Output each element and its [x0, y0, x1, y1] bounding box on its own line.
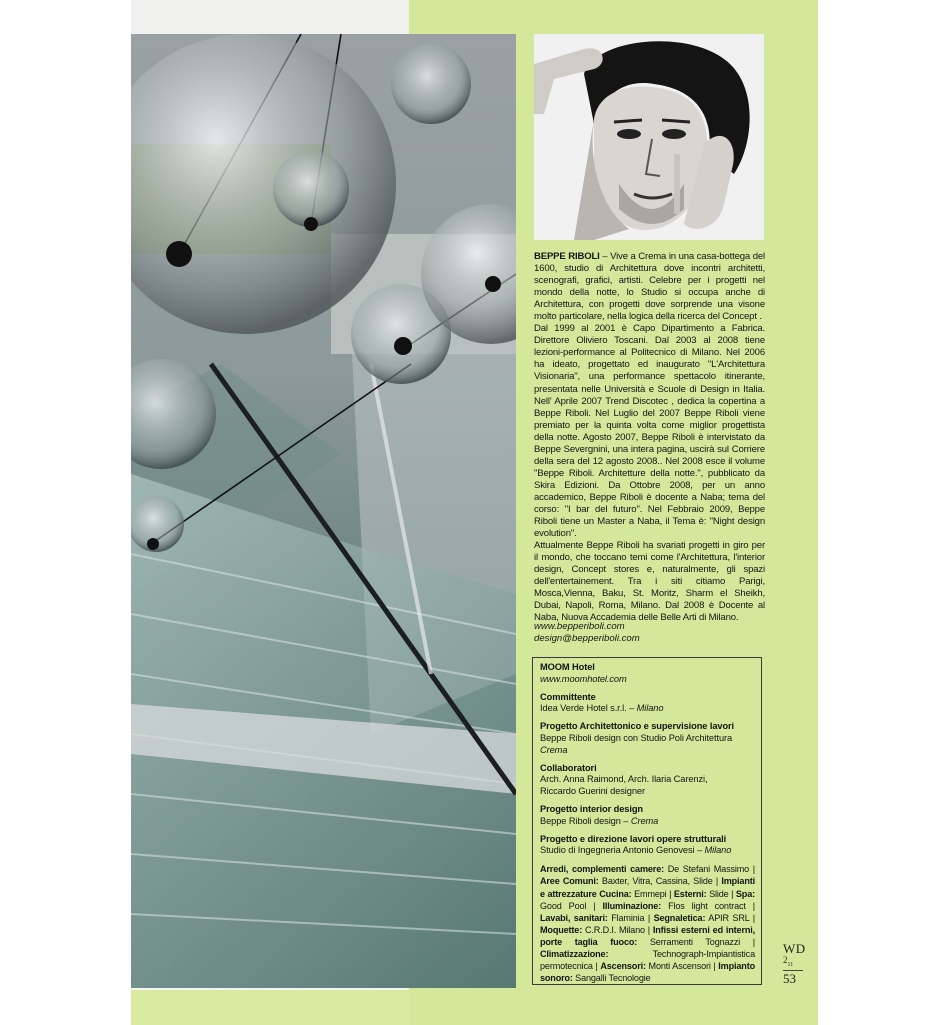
interior-design-label: Progetto interior design — [540, 803, 643, 814]
supplier-value: Flaminia | — [607, 912, 654, 923]
architectural-project-label: Progetto Architettonico e supervisione lavori — [540, 721, 735, 732]
green-footer-strip — [131, 990, 409, 1025]
supplier-value: Slide | — [706, 888, 736, 899]
supplier-value: APIR SRL | — [705, 912, 755, 923]
supplier-label: Arredi, complementi camere: — [540, 864, 664, 875]
supplier-value: Serramenti Tognazzi | — [637, 936, 756, 947]
project-credits-box — [532, 657, 762, 985]
issue-number: $2_{11}$ — [783, 956, 803, 971]
supplier-label: Ascensori: — [600, 961, 646, 972]
bio-intro-text: – Vive a Crema in una casa-bottega del 1600, studio di Architettura dove incontri architetti, scenografi, grafici, artisti. Celebre per i progetti nel mondo della notte, lo Studio si occupa anche di Architettura, con progetti dove sorprende una visone molto particolare, nella logica della ricerca del Concept . — [534, 251, 765, 323]
suppliers-list — [540, 863, 755, 984]
committente-city: Milano — [636, 703, 664, 714]
supplier-label: Spa: — [735, 888, 755, 899]
supplier-label: Impianti e attrezzature Cucina: — [540, 876, 755, 899]
page-number: 53 — [783, 970, 796, 986]
designer-name: BEPPE RIBOLI — [534, 251, 600, 262]
bio-career-paragraph: Dal 1999 al 2001 è Capo Dipartimento a Fabrica. Direttore Oliviero Toscani. Dal 2003 al 2008 tiene lezioni-performance al Politecnico di Milano. Nel 2006 ha ideato, progettato ed inaugurato "L'Architettura Visionaria", una performance spettacolo itinerante, presentata nelle Università e Scuole di Design in Italia. Nell' Aprile 2007 Trend Discotec , dedica la copertina a Beppe Riboli. Nel Luglio del 2007 Beppe Riboli viene premiato per la quinta volta come miglior progettista della notte. Agosto 2007, Beppe Riboli è intervistato da Beppe Severgnini, una intera pagina, uscirà sul Corriere della sera del 12 agosto 2008.. Nel 2008 esce il volume "Beppe Riboli. Architetture della notte.", pubblicato da Skira Edizioni. Da Ottobre 2008, per un anno accademico, Beppe Riboli è docente a Naba; tema del corso: "I bar del futuro". Nel Febbraio 2009, Beppe Riboli tiene un Master a Naba, il Tema è: "Night design evolution". — [534, 323, 765, 540]
contact-links — [534, 621, 765, 645]
supplier-value: Monti Ascensori | — [645, 961, 719, 972]
architectural-project-city: Crema — [540, 744, 568, 755]
interior-design-city: Crema — [630, 815, 659, 826]
email-link[interactable]: design@bepperiboli.com — [534, 633, 640, 644]
architectural-project-value: Beppe Riboli design con Studio Poli Architettura — [540, 732, 733, 743]
website-link[interactable]: www.bepperiboli.com — [534, 621, 625, 632]
collaborators-label: Collaboratori — [540, 762, 597, 773]
supplier-value: C.R.D.I. Milano | — [582, 924, 653, 935]
supplier-value: Baxter, Vitra, Cassina, Slide | — [598, 876, 722, 887]
supplier-value: Emmepi | — [631, 888, 674, 899]
supplier-label: Esterni: — [673, 888, 707, 899]
designer-biography — [534, 251, 765, 624]
supplier-label: Climatizzazione: — [540, 948, 609, 959]
structural-works-label: Progetto e direzione lavori opere strutturali — [540, 833, 727, 844]
page-top-margin — [131, 0, 409, 34]
supplier-label: Aree Comuni: — [540, 876, 599, 887]
supplier-label: Segnaletica: — [653, 912, 706, 923]
supplier-label: Illuminazione: — [602, 900, 662, 911]
bio-current-projects-paragraph: Attualmente Beppe Riboli ha svariati progetti in giro per il mondo, che toccano temi come l'Architettura, l'interior design, Concept stores e, naturalmente, gli spazi dell'entertainement. Tra i siti citiamo Parigi, Mosca,Vienna, Baku, St. Moritz, Sharm el Sheikh, Dubai, Napoli, Roma, Milano. Dal 2008 è Docente al Naba, Nuova Accademia delle Belle Arti di Milano. — [534, 540, 765, 624]
supplier-value: De Stefani Massimo | — [663, 864, 755, 875]
hotel-website-link[interactable]: www.moomhotel.com — [540, 673, 627, 684]
staircase-photo — [131, 34, 516, 988]
supplier-value: Good Pool | — [540, 900, 603, 911]
supplier-value: Technograph-Impiantistica permotecnica | — [540, 948, 755, 972]
structural-works-city: Milano — [704, 845, 732, 856]
faded-background-lettering — [780, 760, 818, 880]
page-folio — [783, 942, 813, 987]
committente-value: Idea Verde Hotel s.r.l. – — [540, 703, 637, 714]
structural-works-value: Studio di Ingegneria Antonio Genovesi – — [540, 845, 705, 856]
collaborators-line-2: Riccardo Guerini designer — [540, 785, 645, 796]
supplier-label: Infissi esterni ed interni, porte taglia fuoco: — [540, 924, 755, 947]
supplier-label: Lavabi, sanitari: — [540, 912, 608, 923]
supplier-value: Flos light contract | — [661, 900, 755, 911]
interior-design-value: Beppe Riboli design – — [540, 815, 631, 826]
supplier-value: Sangalli Tecnologie — [572, 973, 651, 984]
committente-label: Committente — [540, 691, 596, 702]
designer-portrait-photo — [534, 34, 764, 240]
supplier-label: Impianto sonoro: — [540, 961, 755, 984]
hotel-name: MOOM Hotel — [540, 662, 595, 672]
supplier-label: Moquette: — [540, 924, 583, 935]
collaborators-line-1: Arch. Anna Raimond, Arch. Ilaria Carenzi, — [540, 774, 708, 785]
magazine-brand: WD — [783, 941, 806, 956]
issue-year: 11 — [787, 961, 794, 968]
